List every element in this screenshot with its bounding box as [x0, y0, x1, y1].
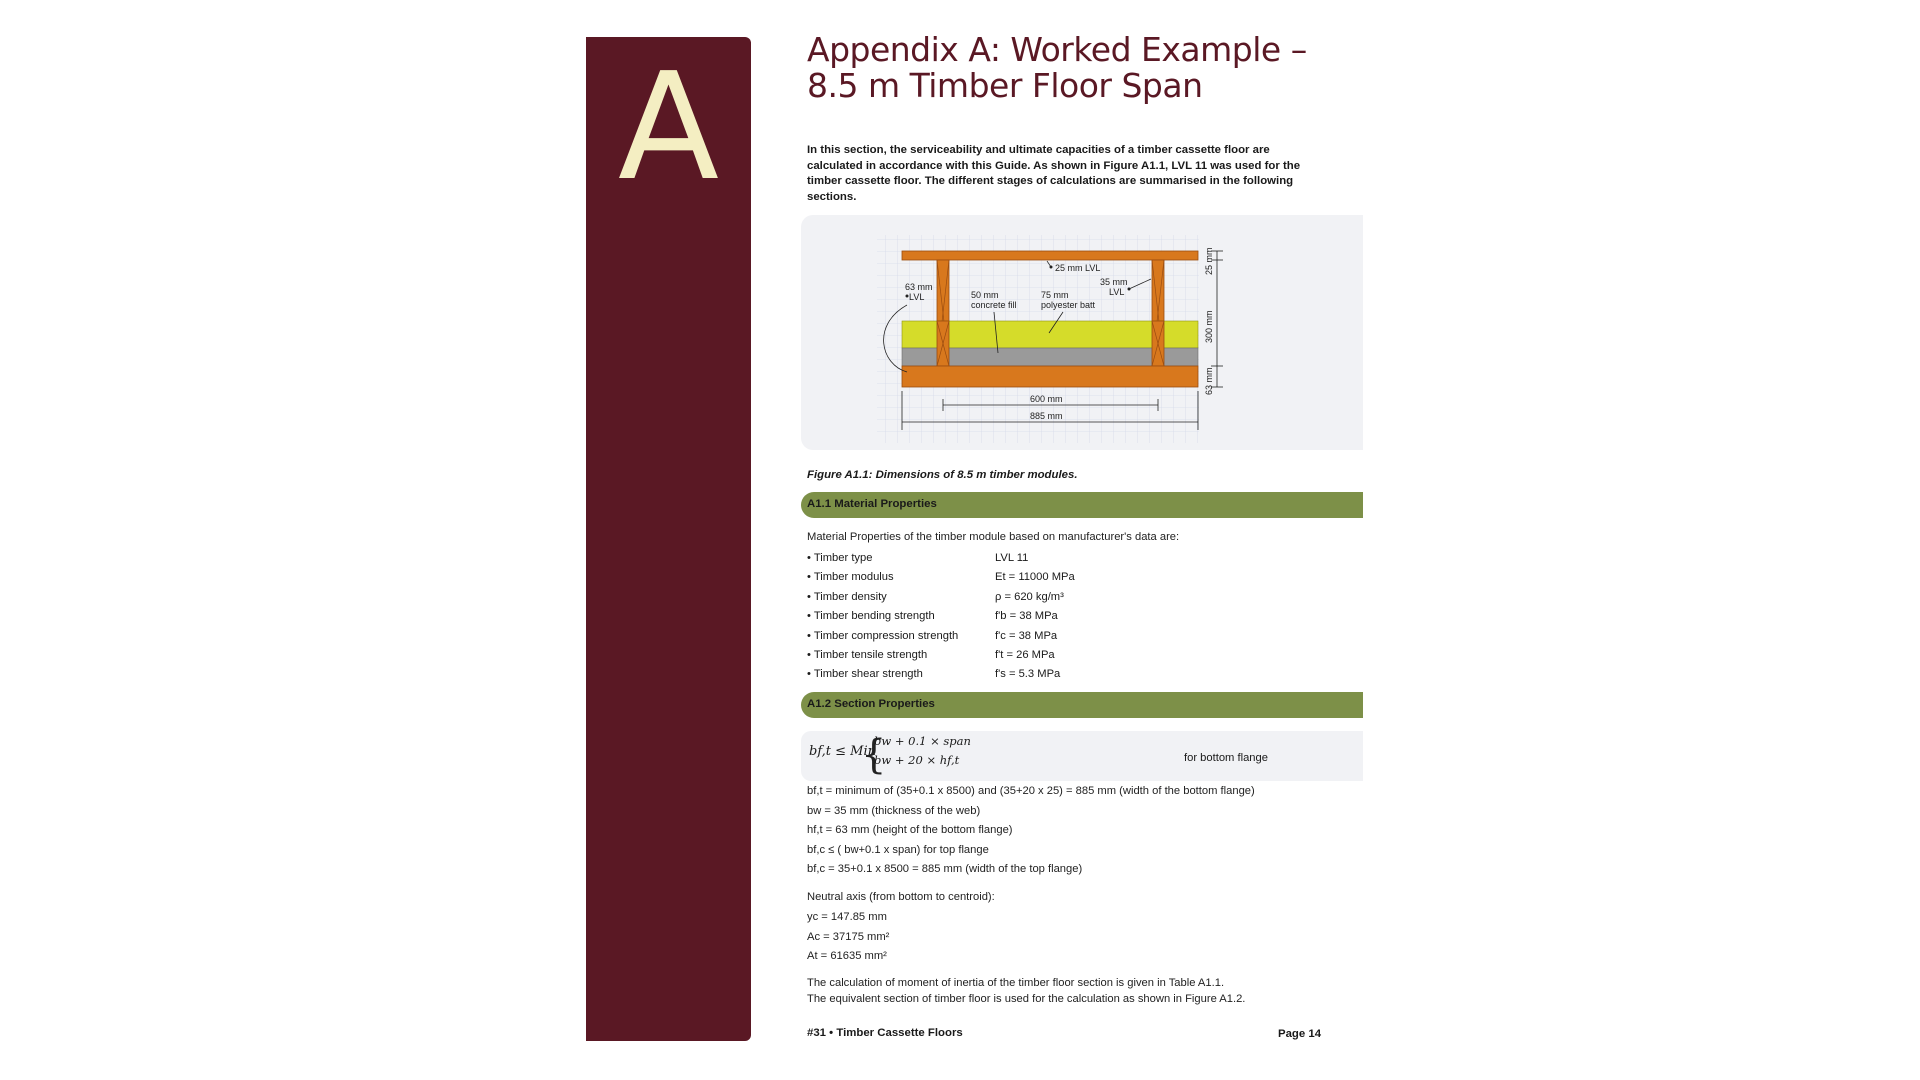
chapter-sidebar: [586, 37, 751, 1041]
property-name: • Timber tensile strength: [807, 648, 928, 661]
section-heading-section-properties: [801, 692, 1363, 718]
calc-line: At = 61635 mm²: [807, 950, 887, 963]
section-heading-material-label: A1.1 Material Properties: [807, 498, 937, 510]
property-value: ρ = 620 kg/m³: [995, 590, 1064, 603]
dim-600mm: 600 mm: [1030, 394, 1063, 404]
footer-publication: #31 • Timber Cassette Floors: [807, 1027, 963, 1039]
label-concrete-2: concrete fill: [971, 300, 1017, 310]
property-name: • Timber shear strength: [807, 668, 923, 681]
equation-note: for bottom flange: [1184, 752, 1268, 764]
neutral-axis-title: Neutral axis (from bottom to centroid):: [807, 891, 995, 903]
section-heading-material: [801, 492, 1363, 518]
property-row: [807, 591, 1257, 610]
label-63mm: 63 mm: [905, 282, 933, 292]
calc-line: bf,c = 35+0.1 x 8500 = 885 mm (width of the top flange): [807, 863, 1083, 876]
property-row: [807, 571, 1257, 590]
dim-25mm: 25 mm: [1204, 247, 1214, 275]
calc-line: bw = 35 mm (thickness of the web): [807, 804, 981, 817]
property-row: [807, 649, 1257, 668]
property-row: [807, 610, 1257, 629]
property-name: • Timber bending strength: [807, 610, 935, 623]
chapter-letter: A: [617, 41, 720, 213]
intro-paragraph: In this section, the serviceability and ultimate capacities of a timber cassette floor are calculated in accordance with this Guide. As shown in Figure A1.1, LVL 11 was used for the timber cassette floor. The different stages of calculations are summarised in the following sections.: [807, 144, 1301, 203]
label-63mm-lvl: LVL: [909, 292, 925, 302]
calc-line: bf,t = minimum of (35+0.1 x 8500) and (35+20 x 25) = 885 mm (width of the bottom flange): [807, 785, 1255, 797]
title-line-1: Appendix A: Worked Example –: [807, 30, 1307, 69]
property-name: • Timber type: [807, 552, 873, 564]
bottom-flange: [902, 366, 1198, 387]
title-line-2: 8.5 m Timber Floor Span: [807, 66, 1203, 105]
property-name: • Timber modulus: [807, 571, 894, 584]
flange-calculations: [807, 784, 1347, 882]
equation-line-2: bw + 20 × hf,t: [874, 753, 960, 767]
equation-panel: [801, 731, 1363, 781]
property-row: [807, 552, 1257, 571]
calc-line: Ac = 37175 mm²: [807, 930, 890, 943]
closing-line-1: The calculation of moment of inertia of the timber floor section is given in Table A1.1.: [807, 977, 1225, 989]
calc-line: hf,t = 63 mm (height of the bottom flange): [807, 824, 1013, 837]
top-flange: [902, 251, 1198, 260]
property-value: LVL 11: [995, 552, 1029, 564]
equation-brace-icon: {: [861, 732, 887, 778]
closing-line-2: The equivalent section of timber floor is used for the calculation as shown in Figure A1.2.: [807, 993, 1246, 1005]
property-name: • Timber density: [807, 590, 887, 603]
dim-885mm: 885 mm: [1030, 411, 1063, 421]
page-title: [807, 32, 1367, 104]
timber-section-diagram: [801, 215, 1363, 450]
label-concrete-1: 50 mm: [971, 290, 999, 300]
property-row: [807, 630, 1257, 649]
equation-lhs: bf,t ≤ Min: [809, 744, 877, 759]
neutral-axis-values: [807, 910, 1347, 969]
property-value: Et = 11000 MPa: [995, 571, 1075, 584]
dim-63mm: 63 mm: [1204, 367, 1214, 395]
material-property-list: [807, 552, 1257, 688]
property-value: f's = 5.3 MPa: [995, 668, 1061, 681]
footer-page-number: Page 14: [1278, 1028, 1322, 1040]
section-heading-section-properties-label: A1.2 Section Properties: [807, 698, 935, 710]
property-value: f'b = 38 MPa: [995, 610, 1058, 623]
label-35mm-lvl: LVL: [1109, 287, 1125, 297]
figure-caption: Figure A1.1: Dimensions of 8.5 m timber modules.: [807, 469, 1078, 481]
property-name: • Timber compression strength: [807, 629, 959, 642]
calc-line: yc = 147.85 mm: [807, 911, 887, 923]
label-35mm: 35 mm: [1100, 277, 1128, 287]
equation-line-1: bw + 0.1 × span: [874, 734, 971, 748]
property-row: [807, 668, 1257, 687]
material-lead: Material Properties of the timber module based on manufacturer's data are:: [807, 531, 1180, 543]
figure-panel: [801, 215, 1363, 450]
dim-300mm: 300 mm: [1204, 310, 1214, 343]
calc-line: bf,c ≤ ( bw+0.1 x span) for top flange: [807, 843, 989, 856]
label-25mm-lvl: 25 mm LVL: [1055, 263, 1101, 273]
label-batt-1: 75 mm: [1041, 290, 1069, 300]
property-value: f'c = 38 MPa: [995, 629, 1058, 642]
property-value: f't = 26 MPa: [995, 648, 1055, 661]
label-batt-2: polyester batt: [1041, 300, 1096, 310]
